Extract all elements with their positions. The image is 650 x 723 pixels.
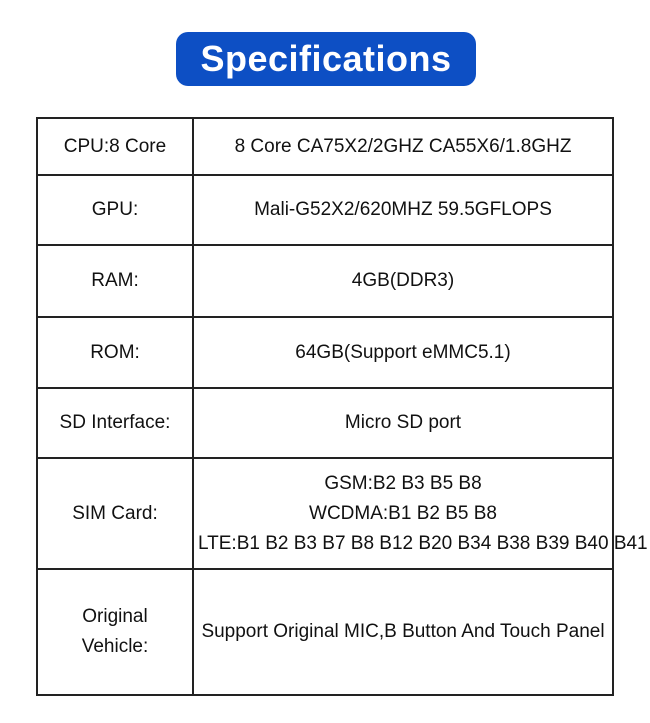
spec-label-sd: SD Interface: [37, 388, 193, 458]
table-row [37, 317, 613, 388]
spec-label-rom: ROM: [37, 317, 193, 388]
spec-label-gpu: GPU: [37, 175, 193, 245]
spec-label-vehicle [37, 569, 193, 695]
spec-table [36, 117, 648, 696]
page-title-text: Specifications [200, 38, 452, 79]
spec-value-sd: Micro SD port [193, 388, 613, 458]
table-row [37, 458, 613, 569]
table-row [37, 245, 613, 317]
sim-gsm-line: GSM:B2 B3 B5 B8 [324, 472, 482, 494]
sim-lte-line: LTE:B1 B2 B3 B7 B8 B12 B20 B34 B38 B39 B40 B41 [198, 532, 648, 554]
spec-value-ram: 4GB(DDR3) [193, 245, 613, 317]
table-row [37, 569, 613, 695]
spec-value-rom: 64GB(Support eMMC5.1) [193, 317, 613, 388]
vehicle-label-text: Original Vehicle: [81, 606, 149, 657]
spec-value-gpu: Mali-G52X2/620MHZ 59.5GFLOPS [193, 175, 613, 245]
spec-label-sim: SIM Card: [37, 458, 193, 569]
spec-label-ram: RAM: [37, 245, 193, 317]
table-row [37, 388, 613, 458]
spec-value-vehicle: Support Original MIC,B Button And Touch Panel [193, 569, 613, 695]
sim-wcdma-line: WCDMA:B1 B2 B5 B8 [309, 502, 497, 524]
page-title [176, 32, 476, 86]
spec-value-sim [193, 458, 648, 569]
table-row [37, 175, 613, 245]
spec-label-cpu: CPU:8 Core [37, 118, 193, 175]
table-row [37, 118, 613, 175]
spec-value-cpu: 8 Core CA75X2/2GHZ CA55X6/1.8GHZ [193, 118, 613, 175]
